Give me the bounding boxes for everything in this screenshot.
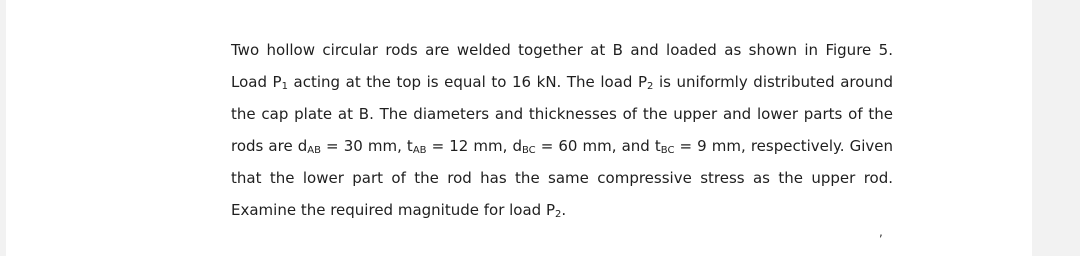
problem-line-4: rods are $d_{AB} = 30$ mm, $t_{AB} = 12$ mm, $d_{BC} = 60$ mm, and $t_{BC} = 9$ mm, respectively. Given [231, 137, 894, 156]
subscript: 1 [281, 81, 288, 92]
left-margin [0, 0, 6, 256]
stray-mark: , [879, 225, 883, 239]
subscript: AB [307, 145, 321, 156]
problem-line-5: that the lower part of the rod has the same compressive stress as the upper rod. [231, 169, 893, 187]
problem-statement [231, 34, 893, 226]
subscript: 2 [647, 81, 654, 92]
problem-line-2: Load $P_1$ acting at the top is equal to 16 kN. The load $P_2$ is uniformly distributed around [231, 73, 893, 92]
problem-line-3: the cap plate at B. The diameters and thicknesses of the upper and lower parts of the [231, 105, 893, 123]
right-margin [1032, 0, 1080, 256]
problem-line-1: Two hollow circular rods are welded together at B and loaded as shown in Figure 5. [231, 41, 893, 59]
subscript: BC [660, 145, 675, 156]
subscript: AB [412, 145, 427, 156]
subscript: 2 [555, 209, 562, 220]
problem-line-6: Examine the required magnitude for load $P_2$. [231, 201, 567, 220]
subscript: BC [521, 145, 536, 156]
